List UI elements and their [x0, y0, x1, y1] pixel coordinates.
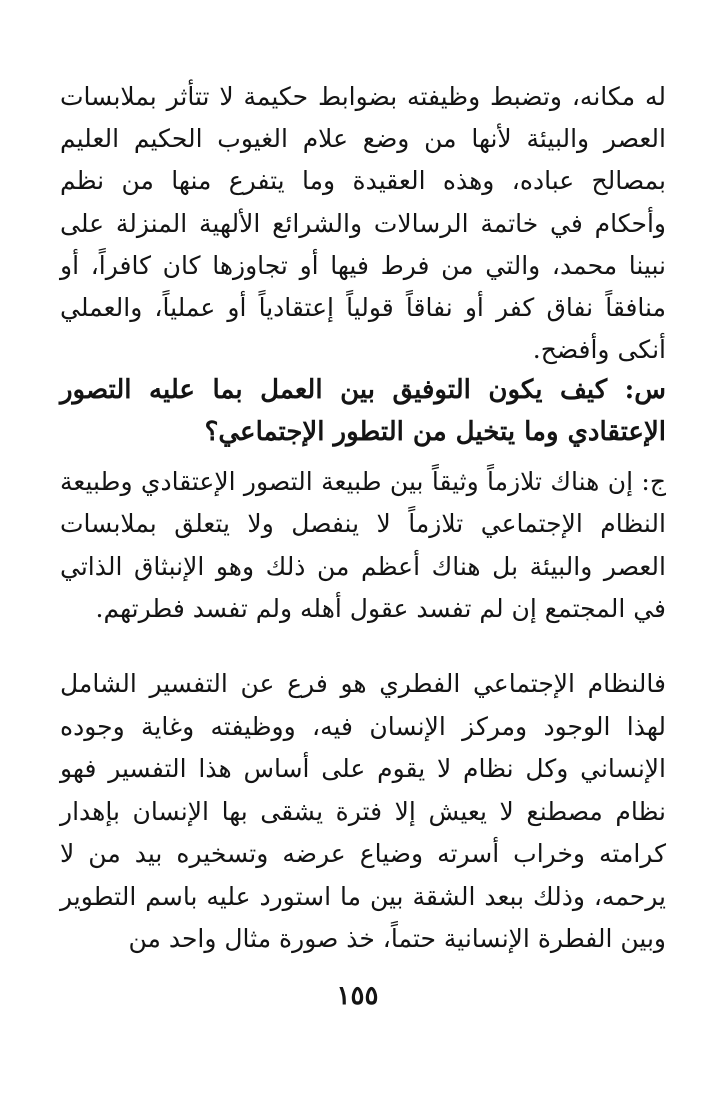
- paragraph-3: فالنظام الإجتماعي الفطري هو فرع عن التفسير الشامل لهذا الوجود ومركز الإنسان فيه، ووظيفته وغاية وجوده الإنساني وكل نظام لا يقوم على أساس هذا التفسير فهو نظام مصطنع لا يعيش إلا فترة يشقى بها الإنسان بإهدار كرامته وخراب أسرته وضياع عرضه وتسخيره بيد من لا يرحمه، وذلك ببعد الشقة بين ما استورد عليه باسم التطوير وبين الفطرة الإنسانية حتماً، خذ صورة مثال واحد من: [60, 669, 666, 953]
- paragraph-1: له مكانه، وتضبط وظيفته بضوابط حكيمة لا تتأثر بملابسات العصر والبيئة لأنها من وضع علام الغيوب الحكيم العليم بمصالح عباده، وهذه العقيدة وما يتفرع منها من نظم وأحكام في خاتمة الرسالات والشرائع الألهية المنزلة على نبينا محمد، والتي من فرط فيها أو تجاوزها كان كافراً، أو منافقاً نفاق كفر أو نفاقاً قولياً إعتقادياً أو عملياً، والعملي أنكى وأفضح.: [60, 82, 666, 365]
- answer-paragraph: ج: إن هناك تلازماً وثيقاً بين طبيعة التصور الإعتقادي وطبيعة النظام الإجتماعي تلازماً لا ينفصل ولا يتعلق بملابسات العصر والبيئة بل هناك أعظم من ذلك وهو الإنبثاق الذاتي في المجتمع إن لم تفسد عقول أهله ولم تفسد فطرتهم.: [60, 467, 666, 624]
- question-heading: س: كيف يكون التوفيق بين العمل بما عليه التصور الإعتقادي وما يتخيل من التطور الإجتماعي؟: [60, 375, 666, 447]
- page-number: ١٥٥: [336, 981, 379, 1011]
